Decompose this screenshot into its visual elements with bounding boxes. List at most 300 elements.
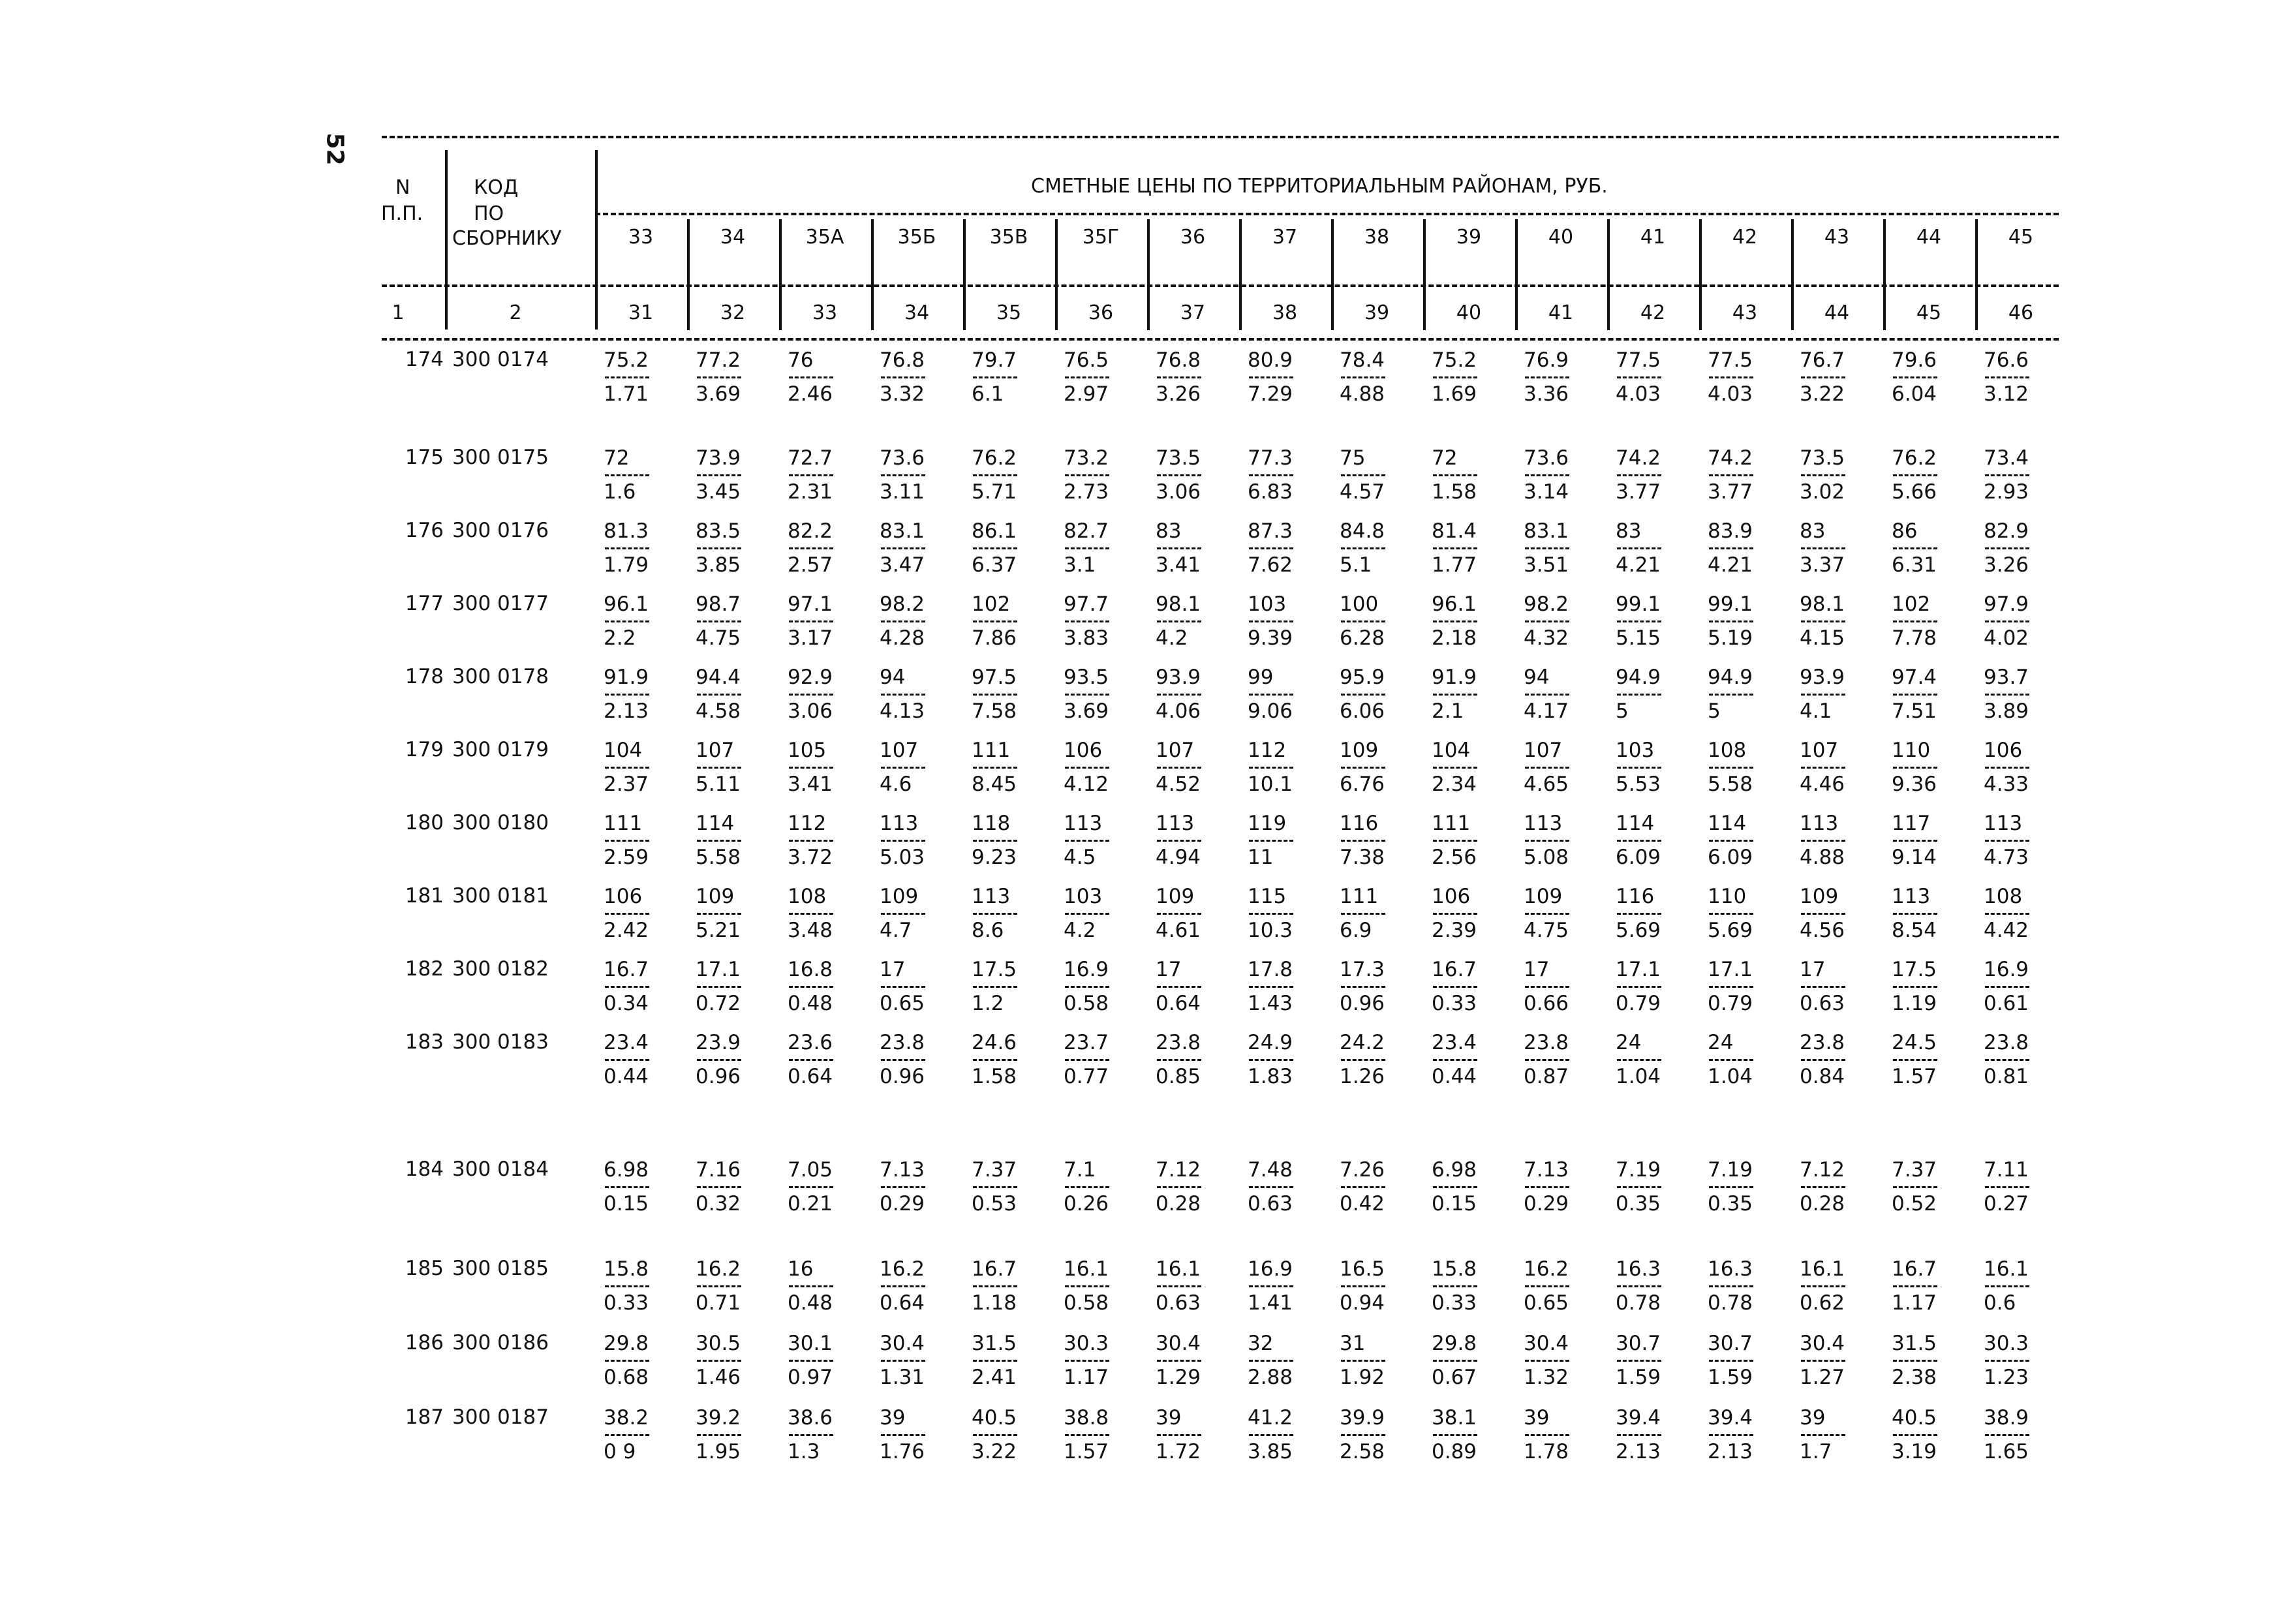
fraction-dash xyxy=(1064,544,1155,553)
fraction-dash xyxy=(788,1430,879,1439)
base-price: 98.1 xyxy=(1800,592,1845,616)
fraction-dash xyxy=(1984,763,2075,772)
base-price: 108 xyxy=(788,885,827,908)
fraction-dash xyxy=(1340,982,1431,991)
base-price: 24 xyxy=(1708,1031,1734,1054)
base-price: 113 xyxy=(1064,812,1103,835)
base-price: 113 xyxy=(972,885,1011,908)
base-price: 113 xyxy=(1984,812,2023,835)
price-cell xyxy=(788,592,879,651)
base-price: 16.9 xyxy=(1064,958,1109,981)
increment-value: 0.35 xyxy=(1708,1192,1753,1216)
fraction-dash xyxy=(1524,763,1615,772)
fraction-dash xyxy=(1984,982,2075,991)
price-cell xyxy=(1800,1157,1891,1216)
increment-value: 4.88 xyxy=(1340,382,1385,406)
district-header: 38 xyxy=(1364,226,1390,249)
header-bottom-rule xyxy=(382,338,2059,341)
price-cell xyxy=(1984,811,2075,870)
price-cell xyxy=(1800,446,1891,504)
column-number: 43 xyxy=(1732,301,1758,324)
fraction-dash xyxy=(1892,373,1983,382)
price-cell xyxy=(1156,592,1247,651)
increment-value: 8.45 xyxy=(972,773,1017,796)
fraction-dash xyxy=(788,470,879,480)
fraction-dash xyxy=(1616,470,1707,480)
fraction-dash xyxy=(880,1356,971,1365)
fraction-dash xyxy=(604,1356,695,1365)
fraction-dash xyxy=(1800,763,1891,772)
increment-value: 4.5 xyxy=(1064,846,1096,869)
district-header: 35В xyxy=(989,226,1028,249)
fraction-dash xyxy=(1064,617,1155,626)
increment-value: 0.68 xyxy=(604,1366,649,1389)
increment-value: 0 9 xyxy=(604,1440,636,1463)
increment-value: 6.04 xyxy=(1892,382,1937,406)
fraction-dash xyxy=(1432,1430,1523,1439)
fraction-dash xyxy=(1064,1356,1155,1365)
fraction-dash xyxy=(1064,690,1155,699)
fraction-dash xyxy=(1156,982,1247,991)
fraction-dash xyxy=(788,1281,879,1291)
header-code-1: КОД xyxy=(474,176,519,199)
increment-value: 0.48 xyxy=(788,1291,833,1315)
fraction-dash xyxy=(880,1281,971,1291)
row-number: 187 xyxy=(405,1405,444,1429)
increment-value: 9.06 xyxy=(1248,699,1293,723)
base-price: 114 xyxy=(696,812,735,835)
fraction-dash xyxy=(1892,836,1983,845)
increment-value: 1.3 xyxy=(788,1440,820,1463)
fraction-dash xyxy=(604,617,695,626)
base-price: 39.2 xyxy=(696,1406,741,1430)
row-code: 300 0177 xyxy=(452,592,549,615)
increment-value: 2.88 xyxy=(1248,1366,1293,1389)
price-cell xyxy=(972,884,1063,943)
increment-value: 4.1 xyxy=(1800,699,1832,723)
increment-value: 3.02 xyxy=(1800,480,1845,504)
increment-value: 5.69 xyxy=(1616,919,1661,942)
base-price: 73.6 xyxy=(880,446,925,470)
column-number: 31 xyxy=(628,301,654,324)
base-price: 100 xyxy=(1340,592,1379,616)
price-cell xyxy=(972,1331,1063,1390)
increment-value: 2.57 xyxy=(788,553,833,577)
price-cell xyxy=(1616,957,1707,1016)
price-cell xyxy=(1984,592,2075,651)
price-cell xyxy=(972,592,1063,651)
base-price: 108 xyxy=(1708,739,1747,762)
fraction-dash xyxy=(1616,373,1707,382)
price-cell xyxy=(1708,1157,1799,1216)
base-price: 17.1 xyxy=(696,958,741,981)
fraction-dash xyxy=(1524,1182,1615,1191)
fraction-dash xyxy=(1524,1356,1615,1365)
increment-value: 6.28 xyxy=(1340,626,1385,650)
fraction-dash xyxy=(604,1430,695,1439)
increment-value: 0.71 xyxy=(696,1291,741,1315)
base-price: 109 xyxy=(880,885,919,908)
fraction-dash xyxy=(604,909,695,918)
increment-value: 1.17 xyxy=(1892,1291,1937,1315)
price-cell xyxy=(1708,1331,1799,1390)
fraction-dash xyxy=(1064,1182,1155,1191)
base-price: 15.8 xyxy=(1432,1257,1477,1281)
row-number: 182 xyxy=(405,957,444,981)
base-price: 7.1 xyxy=(1064,1158,1096,1182)
price-cell xyxy=(696,1030,787,1089)
fraction-dash xyxy=(1708,1281,1799,1291)
price-cell xyxy=(1340,884,1431,943)
price-cell xyxy=(1248,446,1339,504)
fraction-dash xyxy=(1524,1281,1615,1291)
price-cell xyxy=(788,738,879,797)
price-cell xyxy=(1524,811,1615,870)
price-cell xyxy=(1616,348,1707,406)
fraction-dash xyxy=(1064,1281,1155,1291)
increment-value: 5.11 xyxy=(696,773,741,796)
price-cell xyxy=(788,1157,879,1216)
increment-value: 3.51 xyxy=(1524,553,1569,577)
fraction-dash xyxy=(1616,1182,1707,1191)
fraction-dash xyxy=(1708,982,1799,991)
base-price: 83.9 xyxy=(1708,519,1753,543)
district-header: 43 xyxy=(1824,226,1850,249)
base-price: 16.3 xyxy=(1708,1257,1753,1281)
fraction-dash xyxy=(1984,690,2075,699)
increment-value: 9.36 xyxy=(1892,773,1937,796)
increment-value: 4.65 xyxy=(1524,773,1569,796)
fraction-dash xyxy=(1340,836,1431,845)
price-cell xyxy=(1708,519,1799,577)
price-cell xyxy=(880,957,971,1016)
price-cell xyxy=(1984,1257,2075,1315)
base-price: 76.6 xyxy=(1984,348,2029,372)
fraction-dash xyxy=(1432,982,1523,991)
base-price: 16.1 xyxy=(1984,1257,2029,1281)
base-price: 41.2 xyxy=(1248,1406,1293,1430)
increment-value: 11 xyxy=(1248,846,1274,869)
increment-value: 5 xyxy=(1616,699,1629,723)
price-cell xyxy=(604,1157,695,1216)
base-price: 97.4 xyxy=(1892,666,1937,689)
base-price: 17 xyxy=(1524,958,1550,981)
district-header: 36 xyxy=(1180,226,1206,249)
increment-value: 4.52 xyxy=(1156,773,1201,796)
base-price: 17 xyxy=(1156,958,1182,981)
fraction-dash xyxy=(696,470,787,480)
fraction-dash xyxy=(1524,909,1615,918)
price-cell xyxy=(1524,1157,1615,1216)
increment-value: 3.69 xyxy=(1064,699,1109,723)
increment-value: 6.76 xyxy=(1340,773,1385,796)
base-price: 78.4 xyxy=(1340,348,1385,372)
price-cell xyxy=(1800,957,1891,1016)
fraction-dash xyxy=(604,1055,695,1064)
fraction-dash xyxy=(1616,544,1707,553)
fraction-dash xyxy=(972,1281,1063,1291)
price-cell xyxy=(1156,1405,1247,1464)
price-cell xyxy=(604,1405,695,1464)
price-cell xyxy=(696,519,787,577)
increment-value: 2.97 xyxy=(1064,382,1109,406)
increment-value: 3.85 xyxy=(1248,1440,1293,1463)
base-price: 82.2 xyxy=(788,519,833,543)
increment-value: 2.13 xyxy=(604,699,649,723)
column-number: 39 xyxy=(1364,301,1390,324)
fraction-dash xyxy=(1892,690,1983,699)
colnum-divider xyxy=(687,294,690,326)
column-number: 46 xyxy=(2008,301,2034,324)
increment-value: 6.1 xyxy=(972,382,1004,406)
price-cell xyxy=(1064,1157,1155,1216)
fraction-dash xyxy=(1248,544,1339,553)
increment-value: 1.71 xyxy=(604,382,649,406)
increment-value: 5.15 xyxy=(1616,626,1661,650)
price-cell xyxy=(1524,348,1615,406)
base-price: 16.2 xyxy=(1524,1257,1569,1281)
increment-value: 4.21 xyxy=(1616,553,1661,577)
base-price: 16.7 xyxy=(1892,1257,1937,1281)
base-price: 17.5 xyxy=(972,958,1017,981)
increment-value: 0.78 xyxy=(1708,1291,1753,1315)
fraction-dash xyxy=(972,690,1063,699)
page-number: 52 xyxy=(321,132,348,166)
base-price: 116 xyxy=(1616,885,1655,908)
increment-value: 0.64 xyxy=(788,1065,833,1088)
fraction-dash xyxy=(1984,1281,2075,1291)
price-cell xyxy=(1064,957,1155,1016)
increment-value: 0.81 xyxy=(1984,1065,2029,1088)
price-cell xyxy=(1248,1331,1339,1390)
base-price: 113 xyxy=(1892,885,1931,908)
increment-value: 5.1 xyxy=(1340,553,1372,577)
header-n: N xyxy=(395,176,410,199)
base-price: 98.2 xyxy=(880,592,925,616)
fraction-dash xyxy=(1064,470,1155,480)
price-cell xyxy=(1340,1331,1431,1390)
fraction-dash xyxy=(1708,1430,1799,1439)
base-price: 92.9 xyxy=(788,666,833,689)
increment-value: 3.32 xyxy=(880,382,925,406)
base-price: 91.9 xyxy=(604,666,649,689)
fraction-dash xyxy=(880,1430,971,1439)
price-cell xyxy=(1064,1405,1155,1464)
price-cell xyxy=(1156,446,1247,504)
base-price: 104 xyxy=(1432,739,1471,762)
price-cell xyxy=(1248,957,1339,1016)
increment-value: 0.97 xyxy=(788,1366,833,1389)
fraction-dash xyxy=(1248,470,1339,480)
price-cell xyxy=(1708,811,1799,870)
fraction-dash xyxy=(1248,690,1339,699)
price-cell xyxy=(1892,738,1983,797)
fraction-dash xyxy=(1616,1356,1707,1365)
price-cell xyxy=(1524,665,1615,724)
price-cell xyxy=(1616,811,1707,870)
fraction-dash xyxy=(788,763,879,772)
fraction-dash xyxy=(880,1182,971,1191)
increment-value: 3.72 xyxy=(788,846,833,869)
increment-value: 7.62 xyxy=(1248,553,1293,577)
increment-value: 1.79 xyxy=(604,553,649,577)
row-number: 175 xyxy=(405,446,444,469)
row-code: 300 0176 xyxy=(452,519,549,542)
base-price: 24.2 xyxy=(1340,1031,1385,1054)
fraction-dash xyxy=(1064,836,1155,845)
increment-value: 3.69 xyxy=(696,382,741,406)
base-price: 94 xyxy=(1524,666,1550,689)
base-price: 83.1 xyxy=(880,519,925,543)
price-cell xyxy=(1800,592,1891,651)
increment-value: 3.89 xyxy=(1984,699,2029,723)
increment-value: 1.77 xyxy=(1432,553,1477,577)
price-cell xyxy=(972,957,1063,1016)
base-price: 23.4 xyxy=(604,1031,649,1054)
price-cell xyxy=(1340,446,1431,504)
base-price: 7.37 xyxy=(972,1158,1017,1182)
price-cell xyxy=(1064,811,1155,870)
base-price: 7.12 xyxy=(1156,1158,1201,1182)
increment-value: 0.67 xyxy=(1432,1366,1477,1389)
increment-value: 8.6 xyxy=(972,919,1004,942)
fraction-dash xyxy=(1892,544,1983,553)
increment-value: 2.39 xyxy=(1432,919,1477,942)
base-price: 38.8 xyxy=(1064,1406,1109,1430)
price-cell xyxy=(1524,519,1615,577)
base-price: 30.1 xyxy=(788,1332,833,1355)
base-price: 23.9 xyxy=(696,1031,741,1054)
fraction-dash xyxy=(604,836,695,845)
increment-value: 3.77 xyxy=(1616,480,1661,504)
price-cell xyxy=(1432,1030,1523,1089)
fraction-dash xyxy=(1800,909,1891,918)
price-cell xyxy=(604,884,695,943)
increment-value: 0.87 xyxy=(1524,1065,1569,1088)
fraction-dash xyxy=(1616,690,1707,699)
base-price: 30.3 xyxy=(1064,1332,1109,1355)
increment-value: 3.22 xyxy=(1800,382,1845,406)
increment-value: 3.17 xyxy=(788,626,833,650)
price-cell xyxy=(1892,446,1983,504)
price-cell xyxy=(1156,519,1247,577)
colnum-divider xyxy=(779,294,782,326)
row-code: 300 0175 xyxy=(452,446,549,469)
base-price: 113 xyxy=(1524,812,1563,835)
base-price: 107 xyxy=(1156,739,1195,762)
fraction-dash xyxy=(1708,763,1799,772)
base-price: 97.1 xyxy=(788,592,833,616)
fraction-dash xyxy=(696,1055,787,1064)
fraction-dash xyxy=(1616,617,1707,626)
base-price: 96.1 xyxy=(1432,592,1477,616)
increment-value: 0.77 xyxy=(1064,1065,1109,1088)
district-header: 35Г xyxy=(1082,226,1120,249)
base-price: 83 xyxy=(1156,519,1182,543)
base-price: 38.2 xyxy=(604,1406,649,1430)
price-cell xyxy=(972,446,1063,504)
price-cell xyxy=(1248,1030,1339,1089)
price-cell xyxy=(880,1030,971,1089)
increment-value: 3.41 xyxy=(788,773,833,796)
price-cell xyxy=(788,519,879,577)
base-price: 112 xyxy=(1248,739,1287,762)
base-price: 98.1 xyxy=(1156,592,1201,616)
increment-value: 1.23 xyxy=(1984,1366,2029,1389)
price-cell xyxy=(1984,957,2075,1016)
fraction-dash xyxy=(1156,544,1247,553)
base-price: 75.2 xyxy=(604,348,649,372)
base-price: 39 xyxy=(1156,1406,1182,1430)
column-number: 33 xyxy=(812,301,838,324)
price-cell xyxy=(1892,592,1983,651)
base-price: 16.2 xyxy=(696,1257,741,1281)
fraction-dash xyxy=(1708,470,1799,480)
fraction-dash xyxy=(880,982,971,991)
base-price: 86 xyxy=(1892,519,1918,543)
fraction-dash xyxy=(1432,544,1523,553)
base-price: 119 xyxy=(1248,812,1287,835)
fraction-dash xyxy=(696,836,787,845)
increment-value: 0.64 xyxy=(880,1291,925,1315)
base-price: 77.5 xyxy=(1708,348,1753,372)
price-cell xyxy=(1064,446,1155,504)
row-number: 178 xyxy=(405,665,444,688)
fraction-dash xyxy=(1616,836,1707,845)
increment-value: 0.15 xyxy=(604,1192,649,1216)
price-cell xyxy=(880,592,971,651)
base-price: 106 xyxy=(604,885,643,908)
row-number: 179 xyxy=(405,738,444,761)
fraction-dash xyxy=(1340,373,1431,382)
row-code: 300 0180 xyxy=(452,811,549,835)
district-header: 41 xyxy=(1640,226,1666,249)
price-cell xyxy=(1432,519,1523,577)
base-price: 72 xyxy=(1432,446,1458,470)
increment-value: 4.57 xyxy=(1340,480,1385,504)
colnum-rule xyxy=(382,284,2059,287)
base-price: 96.1 xyxy=(604,592,649,616)
price-cell xyxy=(1156,1030,1247,1089)
increment-value: 1.18 xyxy=(972,1291,1017,1315)
header-top-rule xyxy=(382,136,2059,138)
fraction-dash xyxy=(1984,1356,2075,1365)
price-cell xyxy=(1708,1030,1799,1089)
increment-value: 9.14 xyxy=(1892,846,1937,869)
base-price: 106 xyxy=(1432,885,1471,908)
price-cell xyxy=(604,592,695,651)
increment-value: 2.59 xyxy=(604,846,649,869)
fraction-dash xyxy=(1800,1356,1891,1365)
price-cell xyxy=(1340,1405,1431,1464)
increment-value: 3.26 xyxy=(1984,553,2029,577)
base-price: 104 xyxy=(604,739,643,762)
fraction-dash xyxy=(1064,373,1155,382)
fraction-dash xyxy=(1800,470,1891,480)
base-price: 83.1 xyxy=(1524,519,1569,543)
increment-value: 10.1 xyxy=(1248,773,1293,796)
fraction-dash xyxy=(604,763,695,772)
column-number: 40 xyxy=(1456,301,1482,324)
base-price: 7.16 xyxy=(696,1158,741,1182)
base-price: 99.1 xyxy=(1708,592,1753,616)
price-cell xyxy=(1064,592,1155,651)
base-price: 73.6 xyxy=(1524,446,1569,470)
fraction-dash xyxy=(1248,1356,1339,1365)
price-cell xyxy=(1800,1030,1891,1089)
fraction-dash xyxy=(1708,1356,1799,1365)
fraction-dash xyxy=(1892,1182,1983,1191)
